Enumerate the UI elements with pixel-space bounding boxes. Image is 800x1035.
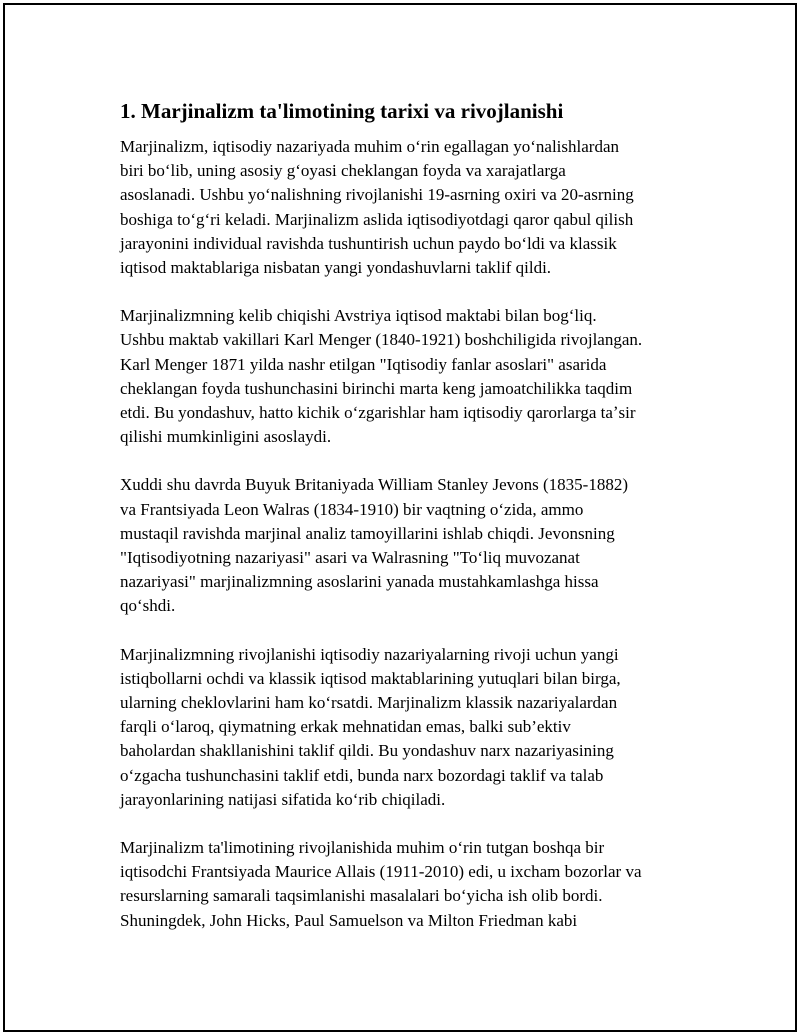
- paragraph: [120, 135, 700, 280]
- text-line: qo‘shdi.: [120, 596, 176, 616]
- text-line: "Iqtisodiyotning nazariyasi" asari va Walrasning "To‘liq muvozanat: [120, 548, 580, 568]
- paragraph-list: [120, 135, 700, 933]
- text-line: Karl Menger 1871 yilda nashr etilgan "Iqtisodiy fanlar asoslari" asarida: [120, 354, 607, 374]
- text-line: mustaqil ravishda marjinal analiz tamoyillarini ishlab chiqdi. Jevonsning: [120, 523, 615, 543]
- text-line: boshiga to‘g‘ri keladi. Marjinalizm aslida iqtisodiyotdagi qaror qabul qilish: [120, 209, 634, 229]
- paragraph: [120, 304, 700, 449]
- page-frame: [3, 3, 797, 1032]
- text-line: Marjinalizmning kelib chiqishi Avstriya iqtisod maktabi bilan bog‘liq.: [120, 306, 597, 326]
- text-line: farqli o‘laroq, qiymatning erkak mehnatidan emas, balki sub’ektiv: [120, 717, 571, 737]
- text-line: o‘zgacha tushunchasini taklif etdi, bunda narx bozordagi taklif va talab: [120, 765, 604, 785]
- text-line: Marjinalizm ta'limotining rivojlanishida muhim o‘rin tutgan boshqa bir: [120, 838, 605, 858]
- text-line: etdi. Bu yondashuv, hatto kichik o‘zgarishlar ham iqtisodiy qarorlarga taʼsir: [120, 403, 636, 423]
- text-line: iqtisod maktablariga nisbatan yangi yondashuvlarni taklif qildi.: [120, 258, 552, 278]
- text-line: cheklangan foyda tushunchasini birinchi marta keng jamoatchilikka taqdim: [120, 378, 633, 398]
- text-line: jarayonlarining natijasi sifatida ko‘rib chiqiladi.: [120, 789, 446, 809]
- text-line: resurslarning samarali taqsimlanishi masalalari bo‘yicha ish olib bordi.: [120, 886, 603, 906]
- text-line: jarayonini individual ravishda tushuntirish uchun paydo bo‘ldi va klassik: [120, 233, 617, 253]
- paragraph: [120, 473, 700, 618]
- text-line: ularning cheklovlarini ham ko‘rsatdi. Marjinalizm klassik nazariyalardan: [120, 693, 618, 713]
- document-title: 1. Marjinalizm ta'limotining tarixi va rivojlanishi: [120, 99, 564, 123]
- text-line: iqtisodchi Frantsiyada Maurice Allais (1911-2010) edi, u ixcham bozorlar va: [120, 862, 642, 882]
- text-line: biri bo‘lib, uning asosiy g‘oyasi cheklangan foyda va xarajatlarga: [120, 161, 566, 181]
- text-line: qilishi mumkinligini asoslaydi.: [120, 427, 332, 447]
- text-line: Shuningdek, John Hicks, Paul Samuelson va Milton Friedman kabi: [120, 910, 578, 930]
- text-line: Xuddi shu davrda Buyuk Britaniyada William Stanley Jevons (1835-1882): [120, 475, 628, 495]
- document-body: [120, 97, 700, 957]
- text-line: istiqbollarni ochdi va klassik iqtisod maktablarining yutuqlari bilan birga,: [120, 668, 621, 688]
- paragraph: [120, 643, 700, 812]
- paragraph: [120, 836, 700, 933]
- text-line: Marjinalizmning rivojlanishi iqtisodiy nazariyalarning rivoji uchun yangi: [120, 644, 619, 664]
- text-line: Marjinalizm, iqtisodiy nazariyada muhim o‘rin egallagan yo‘nalishlardan: [120, 137, 619, 156]
- text-line: asoslanadi. Ushbu yo‘nalishning rivojlanishi 19-asrning oxiri va 20-asrning: [120, 185, 634, 205]
- text-line: Ushbu maktab vakillari Karl Menger (1840-1921) boshchiligida rivojlangan.: [120, 330, 643, 350]
- text-line: va Frantsiyada Leon Walras (1834-1910) bir vaqtning o‘zida, ammo: [120, 499, 584, 519]
- text-line: baholardan shakllanishini taklif qildi. Bu yondashuv narx nazariyasining: [120, 741, 614, 761]
- text-line: nazariyasi" marjinalizmning asoslarini yanada mustahkamlashga hissa: [120, 572, 599, 592]
